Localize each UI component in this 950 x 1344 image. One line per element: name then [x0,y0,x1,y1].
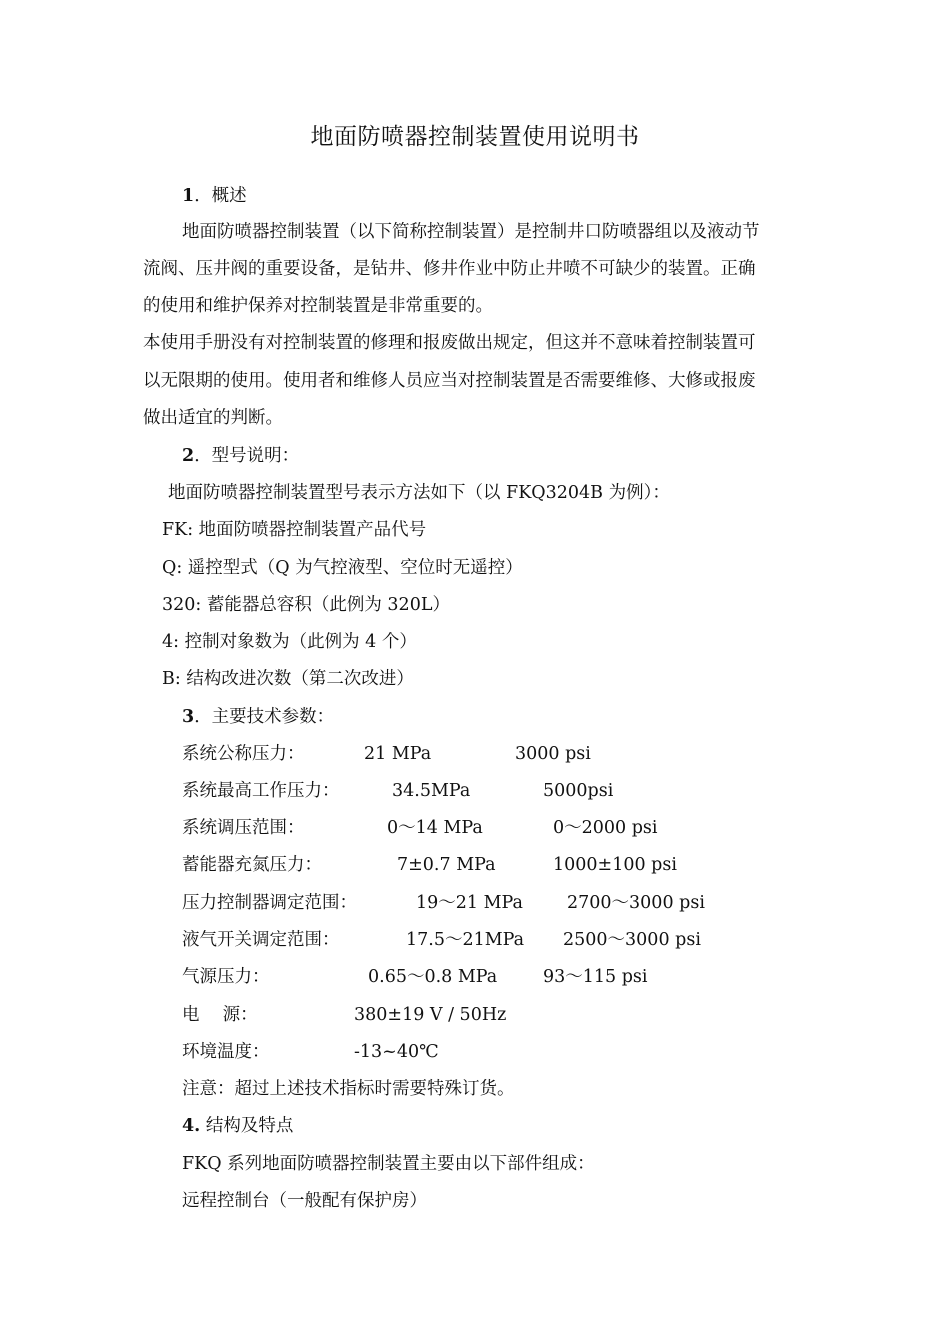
model-code-line: FK: 地面防喷器控制装置产品代号 [162,520,427,540]
param-metric: -13~40℃ [354,1042,439,1062]
section-title: ．概述 [194,186,247,206]
param-metric: 21 MPa [364,744,432,764]
param-metric: 34.5MPa [392,781,471,801]
param-metric: 380±19 V / 50Hz [354,1005,507,1025]
overview-line: 地面防喷器控制装置（以下简称控制装置）是控制井口防喷器组以及液动节 [182,222,760,242]
param-label: 系统最高工作压力： [182,781,340,801]
param-label: 系统调压范围： [182,818,305,838]
section-title: ．型号说明： [194,446,300,466]
param-imperial: 0～2000 psi [553,818,658,838]
param-label: 压力控制器调定范围： [182,893,357,913]
param-label: 电 源： [182,1005,258,1025]
structure-intro: FKQ 系列地面防喷器控制装置主要由以下部件组成： [182,1154,595,1174]
param-metric: 17.5～21MPa [406,930,525,950]
model-code-line: 320: 蓄能器总容积（此例为 320L） [162,595,450,615]
section-title: ．主要技术参数： [194,707,335,727]
param-imperial: 1000±100 psi [553,855,677,875]
model-intro: 地面防喷器控制装置型号表示方法如下（以 FKQ3204B 为例）： [168,483,670,503]
overview-line: 做出适宜的判断。 [143,408,283,428]
overview-line: 流阀、压井阀的重要设备，是钻井、修井作业中防止井喷不可缺少的装置。正确 [143,259,756,279]
param-label: 蓄能器充氮压力： [182,855,322,875]
section-number: 1 [182,186,195,206]
section-number: 3 [182,707,195,727]
model-code-line: 4: 控制对象数为（此例为 4 个） [162,632,417,652]
document-title: 地面防喷器控制装置使用说明书 [310,124,640,150]
param-metric: 0.65～0.8 MPa [368,967,498,987]
param-label: 环境温度： [182,1042,270,1062]
structure-item: 远程控制台（一般配有保护房） [182,1191,427,1211]
param-label: 气源压力： [182,967,270,987]
section-4-heading [182,1114,293,1138]
param-metric: 0～14 MPa [387,818,483,838]
model-code-line: Q: 遥控型式（Q 为气控液型、空位时无遥控） [162,558,523,578]
section-1-heading [182,184,247,208]
model-code-line: B: 结构改进次数（第二次改进） [162,669,414,689]
overview-line: 本使用手册没有对控制装置的修理和报废做出规定，但这并不意味着控制装置可 [143,333,756,353]
param-label: 系统公称压力： [182,744,305,764]
param-imperial: 5000psi [543,781,614,801]
section-title: 结构及特点 [200,1116,294,1136]
param-label: 液气开关调定范围： [182,930,340,950]
param-metric: 19～21 MPa [416,893,523,913]
param-imperial: 3000 psi [515,744,591,764]
param-imperial: 2700～3000 psi [567,893,705,913]
section-3-heading [182,705,334,729]
section-2-heading [182,444,299,468]
overview-line: 以无限期的使用。使用者和维修人员应当对控制装置是否需要维修、大修或报废 [143,371,756,391]
params-note: 注意：超过上述技术指标时需要特殊订货。 [182,1079,515,1099]
section-number: 4. [182,1116,201,1136]
param-imperial: 2500～3000 psi [563,930,701,950]
overview-line: 的使用和维护保养对控制装置是非常重要的。 [143,296,493,316]
param-imperial: 93～115 psi [543,967,648,987]
section-number: 2 [182,446,195,466]
param-metric: 7±0.7 MPa [397,855,496,875]
